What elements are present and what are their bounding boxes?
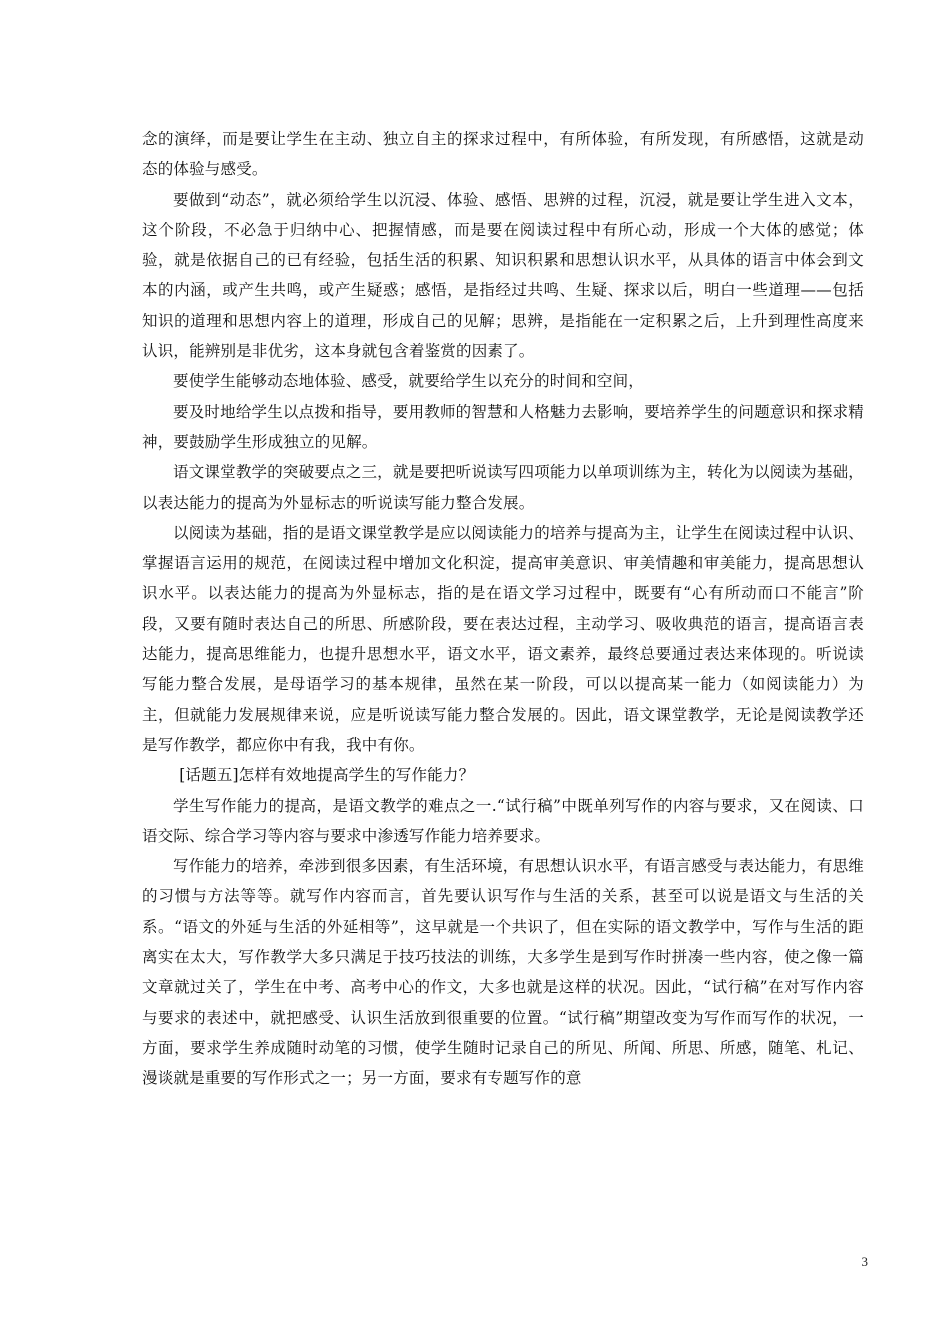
paragraph: 要及时地给学生以点拨和指导，要用教师的智慧和人格魅力去影响，要培养学生的问题意识和探求精神，要鼓励学生形成独立的见解。: [142, 402, 864, 451]
paragraph: 写作能力的培养，牵涉到很多因素，有生活环境，有思想认识水平，有语言感受与表达能力，有思维的习惯与方法等等。就写作内容而言，首先要认识写作与生活的关系，甚至可以说是语文与生活的关系。“语文的外延与生活的外延相等”，这早就是一个共识了，但在实际的语文教学中，写作与生活的距离实在太大，写作教学大多只满足于技巧技法的训练，大多学生是到写作时拼凑一些内容，使之像一篇文章就过关了，学生在中考、高考中心的作文，大多也就是这样的状况。因此，“试行稿”在对写作内容与要求的表述中，就把感受、认识生活放到很重要的位置。“试行稿”期望改变为写作而写作的状况，一方面，要求学生养成随时动笔的习惯，使学生随时记录自己的所见、所闻、所思、所感，随笔、札记、漫谈就是重要的写作形式之一；另一方面，要求有专题写作的意: [142, 857, 864, 1088]
paragraph: 学生写作能力的提高，是语文教学的难点之一.“试行稿”中既单列写作的内容与要求，又在阅读、口语交际、综合学习等内容与要求中渗透写作能力培养要求。: [142, 796, 864, 845]
page-number: 3: [861, 1254, 868, 1269]
topic-heading: [话题五]怎样有效地提高学生的写作能力？: [179, 766, 475, 785]
paragraph: 念的演绎，而是要让学生在主动、独立自主的探求过程中，有所体验，有所发现，有所感悟，这就是动态的体验与感受。: [142, 130, 864, 179]
paragraph: 要做到“动态”，就必须给学生以沉浸、体验、感悟、思辨的过程，沉浸，就是要让学生进入文本，这个阶段，不必急于归纳中心、把握情感，而是要在阅读过程中有所心动，形成一个大体的感觉；体验，就是依据自己的已有经验，包括生活的积累、知识积累和思想认识水平，从具体的语言中体会到文本的内涵，或产生共鸣，或产生疑惑；感悟，是指经过共鸣、生疑、探求以后，明白一些道理——包括知识的道理和思想内容上的道理，形成自己的见解；思辨，是指能在一定积累之后，上升到理性高度来认识，能辨别是非优劣，这本身就包含着鉴赏的因素了。: [142, 190, 864, 361]
paragraph: 语文课堂教学的突破要点之三，就是要把听说读写四项能力以单项训练为主，转化为以阅读为基础，以表达能力的提高为外显标志的听说读写能力整合发展。: [142, 463, 864, 512]
document-body: [142, 124, 864, 1094]
paragraph: 以阅读为基础，指的是语文课堂教学是应以阅读能力的培养与提高为主，让学生在阅读过程中认识、掌握语言运用的规范，在阅读过程中增加文化积淀，提高审美意识、审美情趣和审美能力，提高思想认识水平。以表达能力的提高为外显标志，指的是在语文学习过程中，既要有“心有所动而口不能言”阶段，又要有随时表达自己的所思、所感阶段，要在表达过程，主动学习、吸收典范的语言，提高语言表达能力，提高思维能力，也提升思想水平，语文水平，语文素养，最终总要通过表达来体现的。听说读写能力整合发展，是母语学习的基本规律，虽然在某一阶段，可以以提高某一能力（如阅读能力）为主，但就能力发展规律来说，应是听说读写能力整合发展的。因此，语文课堂教学，无论是阅读教学还是写作教学，都应你中有我，我中有你。: [142, 523, 864, 754]
paragraph: 要使学生能够动态地体验、感受，就要给学生以充分的时间和空间，: [173, 372, 645, 391]
